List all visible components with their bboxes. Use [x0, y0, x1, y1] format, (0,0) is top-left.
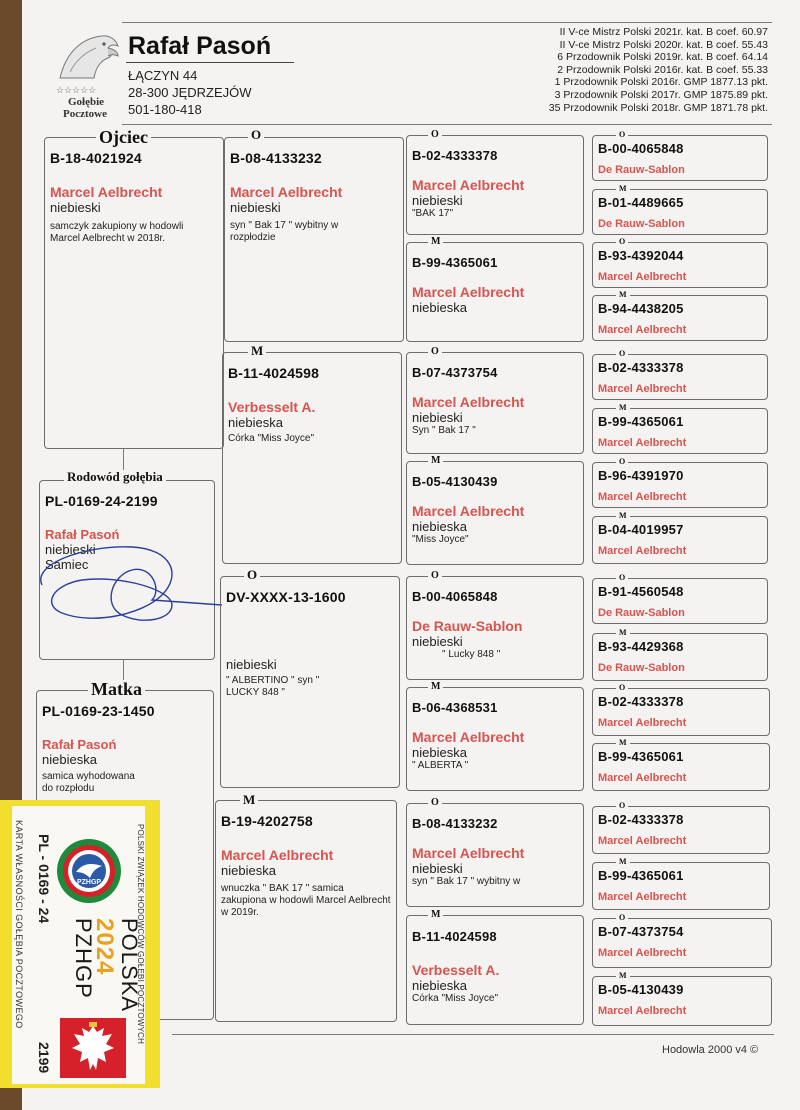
ring: B-04-4019957 — [598, 522, 684, 537]
sex-label: O — [616, 573, 628, 583]
father-ring: B-18-4021924 — [50, 150, 142, 166]
gen4-box — [592, 633, 768, 681]
gen4-box — [592, 918, 772, 968]
ring: B-96-4391970 — [598, 468, 684, 483]
card-number: 2199 — [36, 1042, 52, 1074]
breeder: Marcel Aelbrecht — [598, 1005, 687, 1017]
card-acronym: PZHGP — [71, 918, 96, 999]
color: niebieska — [221, 863, 276, 878]
sex-label: M — [616, 738, 630, 748]
sex-label: O — [616, 237, 628, 247]
polish-eagle-icon — [60, 1018, 126, 1078]
pigeon-breeder: Rafał Pasoń — [45, 527, 120, 542]
note: Córka "Miss Joyce" — [228, 433, 315, 444]
color: niebieski — [226, 657, 277, 672]
ring: B-08-4133232 — [230, 150, 322, 166]
sex-label: M — [428, 237, 443, 247]
pigeon-color: niebieski — [45, 542, 96, 557]
header-rule — [122, 22, 772, 23]
breeder: Verbesselt A. — [412, 962, 500, 978]
sex-label: O — [428, 130, 442, 140]
father-note: samczyk zakupiony w hodowli Marcel Aelbrecht w 2018r. — [50, 221, 184, 244]
sex-label: O — [616, 130, 628, 140]
breeder: Marcel Aelbrecht — [598, 383, 687, 395]
sex-label: O — [616, 457, 628, 467]
breeder: Marcel Aelbrecht — [598, 835, 687, 847]
breeder: Marcel Aelbrecht — [598, 437, 687, 449]
breeder: De Rauw-Sablon — [598, 607, 685, 619]
father-breeder: Marcel Aelbrecht — [50, 184, 163, 200]
owner-name: Rafał Pasoń — [128, 32, 272, 60]
breeder: De Rauw-Sablon — [598, 218, 685, 230]
gen2-box — [220, 576, 400, 788]
address-line: ŁĄCZYN 44 — [128, 68, 198, 83]
note: syn " Bak 17 " wybitny w rozpłodzie — [230, 220, 339, 243]
ring: B-02-4333378 — [412, 148, 498, 163]
ring: B-99-4365061 — [598, 414, 684, 429]
gen4-box — [592, 806, 770, 854]
logo-caption: Gołębie — [67, 96, 105, 108]
gen4-box — [592, 242, 768, 288]
color: niebieska — [228, 415, 283, 430]
gen3-box — [406, 687, 584, 791]
breeder: Marcel Aelbrecht — [598, 772, 687, 784]
breeder: Marcel Aelbrecht — [412, 394, 525, 410]
ring: B-00-4065848 — [598, 141, 684, 156]
breeder: Marcel Aelbrecht — [598, 947, 687, 959]
emblem-text: PZHGP — [76, 879, 102, 886]
breeder: Marcel Aelbrecht — [412, 729, 525, 745]
achievement: 35 Przodownik Polski 2018r. GMP 1871.78 pkt. — [548, 101, 768, 114]
achievement: II V-ce Mistrz Polski 2021r. kat. B coef. 60.97 — [559, 26, 768, 38]
owner-underline — [126, 62, 294, 63]
gen4-box — [592, 295, 768, 341]
breeder: Verbesselt A. — [228, 399, 316, 415]
gen3-box — [406, 461, 584, 565]
note: " ALBERTINO " syn " LUCKY 848 " — [226, 675, 320, 698]
ring: B-02-4333378 — [598, 812, 684, 827]
mother-color: niebieska — [42, 752, 97, 767]
sex-label: M — [616, 628, 630, 638]
ring: B-00-4065848 — [412, 589, 498, 604]
note: "BAK 17" — [412, 208, 454, 219]
gen2-box — [224, 137, 404, 342]
software-credit: Hodowla 2000 v4 © — [662, 1044, 759, 1056]
breeder: Marcel Aelbrecht — [598, 717, 687, 729]
sex-label: M — [616, 857, 630, 867]
breeder — [226, 623, 394, 639]
card-country: POLSKA — [117, 918, 142, 1013]
ring: B-05-4130439 — [598, 982, 684, 997]
ownership-card — [0, 800, 160, 1088]
gen3-box — [406, 352, 584, 454]
breeder: Marcel Aelbrecht — [412, 503, 525, 519]
note: wnuczka " BAK 17 " samica zakupiona w hodowli Marcel Aelbrecht w 2019r. — [221, 883, 391, 918]
father-color: niebieski — [50, 200, 101, 215]
achievements-list — [549, 26, 768, 114]
address-line: 28-300 JĘDRZEJÓW — [128, 85, 252, 100]
ring: B-05-4130439 — [412, 474, 498, 489]
breeder: De Rauw-Sablon — [412, 618, 523, 634]
achievement: 1 Przodownik Polski 2016r. GMP 1877.13 pkt. — [554, 76, 768, 89]
sex-label: O — [248, 128, 264, 142]
breeder: Marcel Aelbrecht — [412, 284, 525, 300]
sex-label: M — [616, 511, 630, 521]
color: niebieska — [412, 300, 467, 315]
ring: DV-XXXX-13-1600 — [226, 589, 346, 605]
logo — [56, 32, 126, 120]
gen4-box — [592, 189, 768, 235]
ring: B-07-4373754 — [598, 924, 684, 939]
achievement: 6 Przodownik Polski 2019r. kat. B coef. 64.14 — [557, 51, 768, 64]
card-org: POLSKI ZWIĄZEK HODOWCÓW GOŁĘBI POCZTOWYCH — [136, 824, 145, 1045]
mother-label: Matka — [88, 680, 145, 698]
sex-label: O — [616, 349, 628, 359]
gen4-box — [592, 516, 768, 564]
sex-label: O — [616, 801, 628, 811]
ring: B-11-4024598 — [228, 365, 320, 381]
gen4-box — [592, 408, 768, 454]
gen2-box — [215, 800, 397, 1022]
ring: B-07-4373754 — [412, 365, 498, 380]
note: Syn " Bak 17 " — [412, 425, 476, 436]
sex-label: O — [428, 798, 442, 808]
ring: B-99-4365061 — [412, 255, 498, 270]
gen3-box — [406, 242, 584, 342]
color: niebieski — [412, 634, 463, 649]
note: "Miss Joyce" — [412, 534, 469, 545]
sex-label: M — [428, 682, 443, 692]
ring: B-02-4333378 — [598, 360, 684, 375]
ring: B-11-4024598 — [412, 929, 497, 944]
ring: B-08-4133232 — [412, 816, 498, 831]
gen3-box — [406, 576, 584, 680]
gen4-box — [592, 354, 768, 400]
pzhgp-emblem-icon — [52, 834, 126, 908]
breeder: Marcel Aelbrecht — [598, 491, 687, 503]
breeder: Marcel Aelbrecht — [412, 177, 525, 193]
logo-stars: ☆☆☆☆☆ — [56, 85, 97, 95]
note: " ALBERTA " — [412, 760, 469, 771]
card-ring-prefix: PL - 0169 - 24 — [36, 834, 52, 924]
eagle-head-icon — [56, 32, 120, 82]
gen4-box — [592, 743, 770, 791]
gen4-box — [592, 462, 768, 508]
sex-label: O — [616, 683, 628, 693]
breeder: Marcel Aelbrecht — [230, 184, 343, 200]
note: " Lucky 848 " — [442, 649, 501, 660]
sex-label: M — [616, 971, 630, 981]
sex-label: O — [428, 347, 442, 357]
sex-label: O — [244, 568, 260, 582]
sex-label: M — [428, 910, 443, 920]
gen4-box — [592, 688, 770, 736]
footer-rule — [172, 1034, 774, 1035]
gen3-box — [406, 915, 584, 1025]
achievement: 2 Przodownik Polski 2016r. kat. B coef. 55.33 — [557, 63, 768, 76]
breeder: Marcel Aelbrecht — [598, 545, 687, 557]
color: niebieski — [412, 410, 463, 425]
card-year: 2024 — [91, 918, 118, 976]
pigeon-ring: PL-0169-24-2199 — [45, 493, 158, 509]
father-label: Ojciec — [96, 128, 151, 146]
gen2-box — [222, 352, 402, 564]
ring: B-02-4333378 — [598, 694, 684, 709]
gen4-box — [592, 578, 768, 624]
signature-scribble — [22, 535, 252, 635]
sex-label: M — [616, 184, 630, 194]
mother-ring: PL-0169-23-1450 — [42, 703, 155, 719]
note: Córka "Miss Joyce" — [412, 993, 499, 1004]
ring: B-01-4489665 — [598, 195, 684, 210]
father-box — [44, 137, 224, 449]
ring: B-06-4368531 — [412, 700, 498, 715]
sex-label: M — [428, 456, 443, 466]
pigeon-sex: Samiec — [45, 557, 89, 572]
breeder: Marcel Aelbrecht — [598, 324, 687, 336]
mother-breeder: Rafał Pasoń — [42, 737, 117, 752]
sex-label: M — [616, 290, 630, 300]
gen3-box — [406, 135, 584, 235]
breeder: Marcel Aelbrecht — [598, 891, 687, 903]
breeder: Marcel Aelbrecht — [412, 845, 525, 861]
breeder: De Rauw-Sablon — [598, 164, 685, 176]
color: niebieski — [412, 193, 463, 208]
mother-note: samica wyhodowana do rozpłodu — [42, 771, 135, 794]
gen4-box — [592, 862, 770, 910]
ring: B-99-4365061 — [598, 749, 684, 764]
ring: B-99-4365061 — [598, 868, 684, 883]
breeder: Marcel Aelbrecht — [221, 847, 334, 863]
breeder: De Rauw-Sablon — [598, 662, 685, 674]
sex-label: O — [616, 913, 628, 923]
color: niebieski — [230, 200, 281, 215]
gen4-box — [592, 976, 772, 1026]
gen4-box — [592, 135, 768, 181]
ring: B-91-4560548 — [598, 584, 684, 599]
sex-label: O — [428, 571, 442, 581]
color: niebieska — [412, 519, 467, 534]
breeder: Marcel Aelbrecht — [598, 271, 687, 283]
card-title: KARTA WŁASNOŚCI GOŁĘBIA POCZTOWEGO — [14, 820, 24, 1029]
color: niebieska — [412, 745, 467, 760]
achievement: 3 Przodownik Polski 2017r. GMP 1875.89 pkt. — [554, 88, 768, 101]
color: niebieska — [412, 978, 467, 993]
ring: B-19-4202758 — [221, 813, 313, 829]
sex-label: M — [240, 793, 258, 807]
ring: B-94-4438205 — [598, 301, 684, 316]
note: syn " Bak 17 " wybitny w — [412, 876, 521, 887]
logo-caption: Pocztowe — [63, 108, 107, 120]
ring: B-93-4429368 — [598, 639, 684, 654]
gen3-box — [406, 803, 584, 907]
phone: 501-180-418 — [128, 102, 202, 117]
pedigree-label: Rodowód gołębia — [64, 470, 166, 484]
color: niebieski — [412, 861, 463, 876]
ring: B-93-4392044 — [598, 248, 684, 263]
sex-label: M — [248, 344, 266, 358]
achievement: II V-ce Mistrz Polski 2020r. kat. B coef. 55.43 — [559, 38, 768, 51]
card-inner — [12, 806, 145, 1084]
sex-label: M — [616, 403, 630, 413]
header-bottom-rule — [122, 124, 772, 125]
